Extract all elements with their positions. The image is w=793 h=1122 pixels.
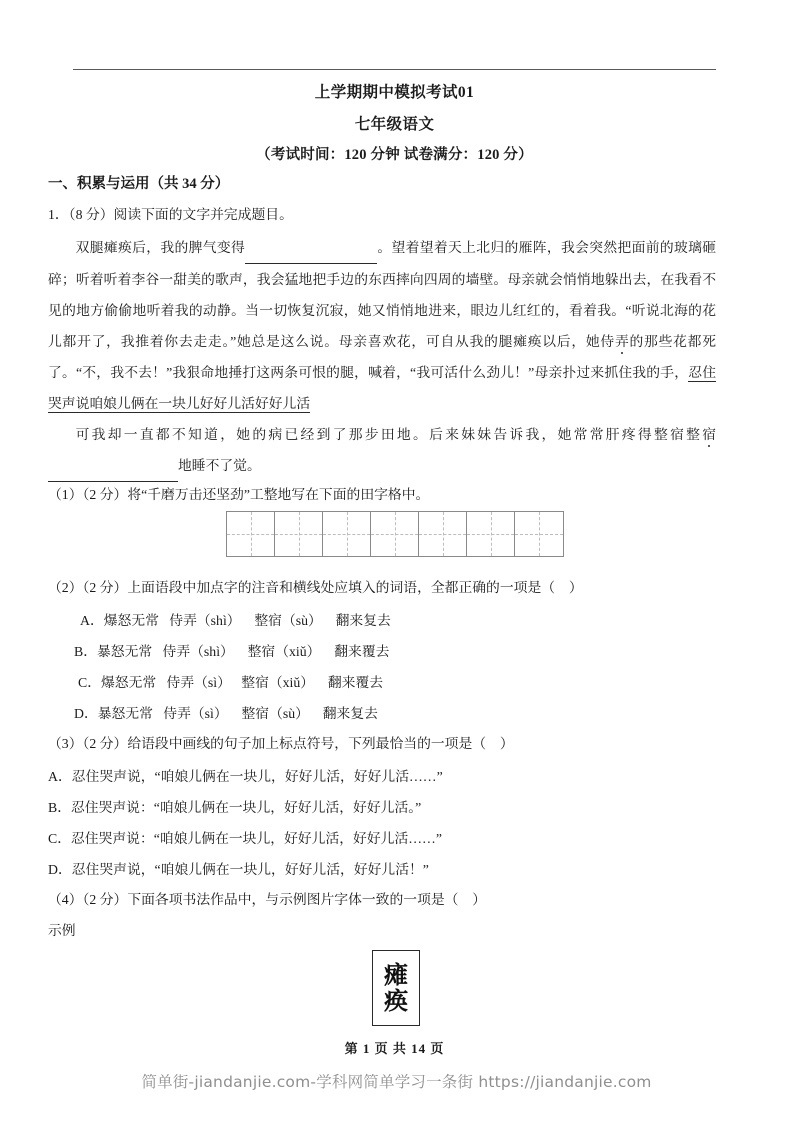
question-1-1-stem: （1）（2 分）将“千磨万击还坚劲”工整地写在下面的田字格中。 bbox=[48, 487, 430, 502]
fill-blank-1[interactable] bbox=[245, 232, 377, 264]
fill-blank-2[interactable] bbox=[48, 450, 178, 482]
example-char-2: 痪 bbox=[384, 986, 408, 1015]
question-1-4-stem: （4）（2 分）下面各项书法作品中，与示例图片字体一致的一项是（ ） bbox=[48, 892, 487, 907]
passage-text-1c: 的那些花都死了。“不，我不去！”我狠命地捶打这两条可恨的腿，喊着，“我可活什么劲儿！”母亲扑过来抓住我的手， bbox=[48, 334, 717, 380]
tianzige-grid[interactable] bbox=[226, 511, 564, 557]
option-2-d[interactable]: D．暴怒无常 侍弄（sì） 整宿（sù） 翻来复去 bbox=[74, 706, 378, 721]
calligraphy-example-image bbox=[372, 950, 420, 1026]
underlined-sentence: 忍住哭声说咱娘儿俩在一块儿好好儿活好好儿活 bbox=[48, 365, 716, 411]
passage-text-2a: 可我却一直都不知道，她的病已经到了那步田地。后来妹妹告诉我，她常常肝疼得整宿整 bbox=[75, 427, 703, 442]
emphasis-dot-char-2: 宿 bbox=[702, 427, 716, 442]
passage-text-1b: 。望着望着天上北归的雁阵，我会突然把面前的玻璃砸碎；听着听着李谷一甜美的歌声，我会猛地把手边的东西摔向四周的墙壁。母亲就会悄悄地躲出去，在我看不见的地方偷偷地听着我的动静。当一切恢复沉寂，她又悄悄地进来，眼边儿红红的，看着我。“听说北海的花儿都开了，我推着你去走走。”她总是这么说。母亲喜欢花，可自从我的腿瘫痪以后，她侍 bbox=[48, 240, 716, 349]
tianzige-cell[interactable] bbox=[515, 512, 563, 556]
page-title: 上学期期中模拟考试01 bbox=[314, 84, 475, 101]
page-indicator: 第 1 页 共 14 页 bbox=[344, 1041, 445, 1056]
tianzige-cell[interactable] bbox=[467, 512, 515, 556]
passage-paragraph-1 bbox=[48, 232, 716, 419]
watermark: 简单街-jiandanjie.com-学科网简单学习一条街 https://jiandanjie.com bbox=[141, 1073, 652, 1091]
tianzige-cell[interactable] bbox=[323, 512, 371, 556]
option-2-c[interactable]: C．爆怒无常 侍弄（sì） 整宿（xiǔ） 翻来覆去 bbox=[78, 675, 384, 690]
exam-info: （考试时间：120 分钟 试卷满分：120 分） bbox=[256, 147, 533, 163]
tianzige-cell[interactable] bbox=[419, 512, 467, 556]
passage-text-2b: 地睡不了觉。 bbox=[178, 458, 261, 473]
question-1-stem: 1．（8 分）阅读下面的文字并完成题目。 bbox=[48, 207, 293, 222]
header-divider bbox=[73, 69, 716, 70]
option-2-a[interactable]: A．爆怒无常 侍弄（shì） 整宿（sù） 翻来复去 bbox=[80, 613, 391, 628]
page-subtitle: 七年级语文 bbox=[354, 116, 435, 133]
tianzige-cell[interactable] bbox=[227, 512, 275, 556]
passage-text-1a: 双腿瘫痪后，我的脾气变得 bbox=[75, 240, 246, 255]
example-label: 示例 bbox=[48, 923, 76, 938]
tianzige-cell[interactable] bbox=[371, 512, 419, 556]
option-3-b[interactable]: B．忍住哭声说：“咱娘儿俩在一块儿，好好儿活，好好儿活。” bbox=[48, 800, 422, 815]
option-3-c[interactable]: C．忍住哭声说：“咱娘儿俩在一块儿，好好儿活，好好儿活……” bbox=[48, 831, 442, 846]
question-1-2-stem: （2）（2 分）上面语段中加点字的注音和横线处应填入的词语，全都正确的一项是（ ） bbox=[48, 580, 583, 595]
option-2-b[interactable]: B．暴怒无常 侍弄（shì） 整宿（xiǔ） 翻来覆去 bbox=[74, 644, 390, 659]
question-1-3-stem: （3）（2 分）给语段中画线的句子加上标点符号，下列最恰当的一项是（ ） bbox=[48, 736, 514, 751]
emphasis-dot-char-1: 弄 bbox=[614, 334, 630, 349]
section-heading: 一、积累与运用（共 34 分） bbox=[48, 176, 230, 192]
tianzige-cell[interactable] bbox=[275, 512, 323, 556]
passage-paragraph-2 bbox=[48, 419, 716, 482]
option-3-d[interactable]: D．忍住哭声说，“咱娘儿俩在一块儿，好好儿活，好好儿活！” bbox=[48, 862, 429, 877]
reading-passage bbox=[48, 232, 716, 482]
example-char-1: 瘫 bbox=[384, 959, 408, 989]
option-3-a[interactable]: A．忍住哭声说，“咱娘儿俩在一块儿，好好儿活，好好儿活……” bbox=[48, 769, 443, 784]
